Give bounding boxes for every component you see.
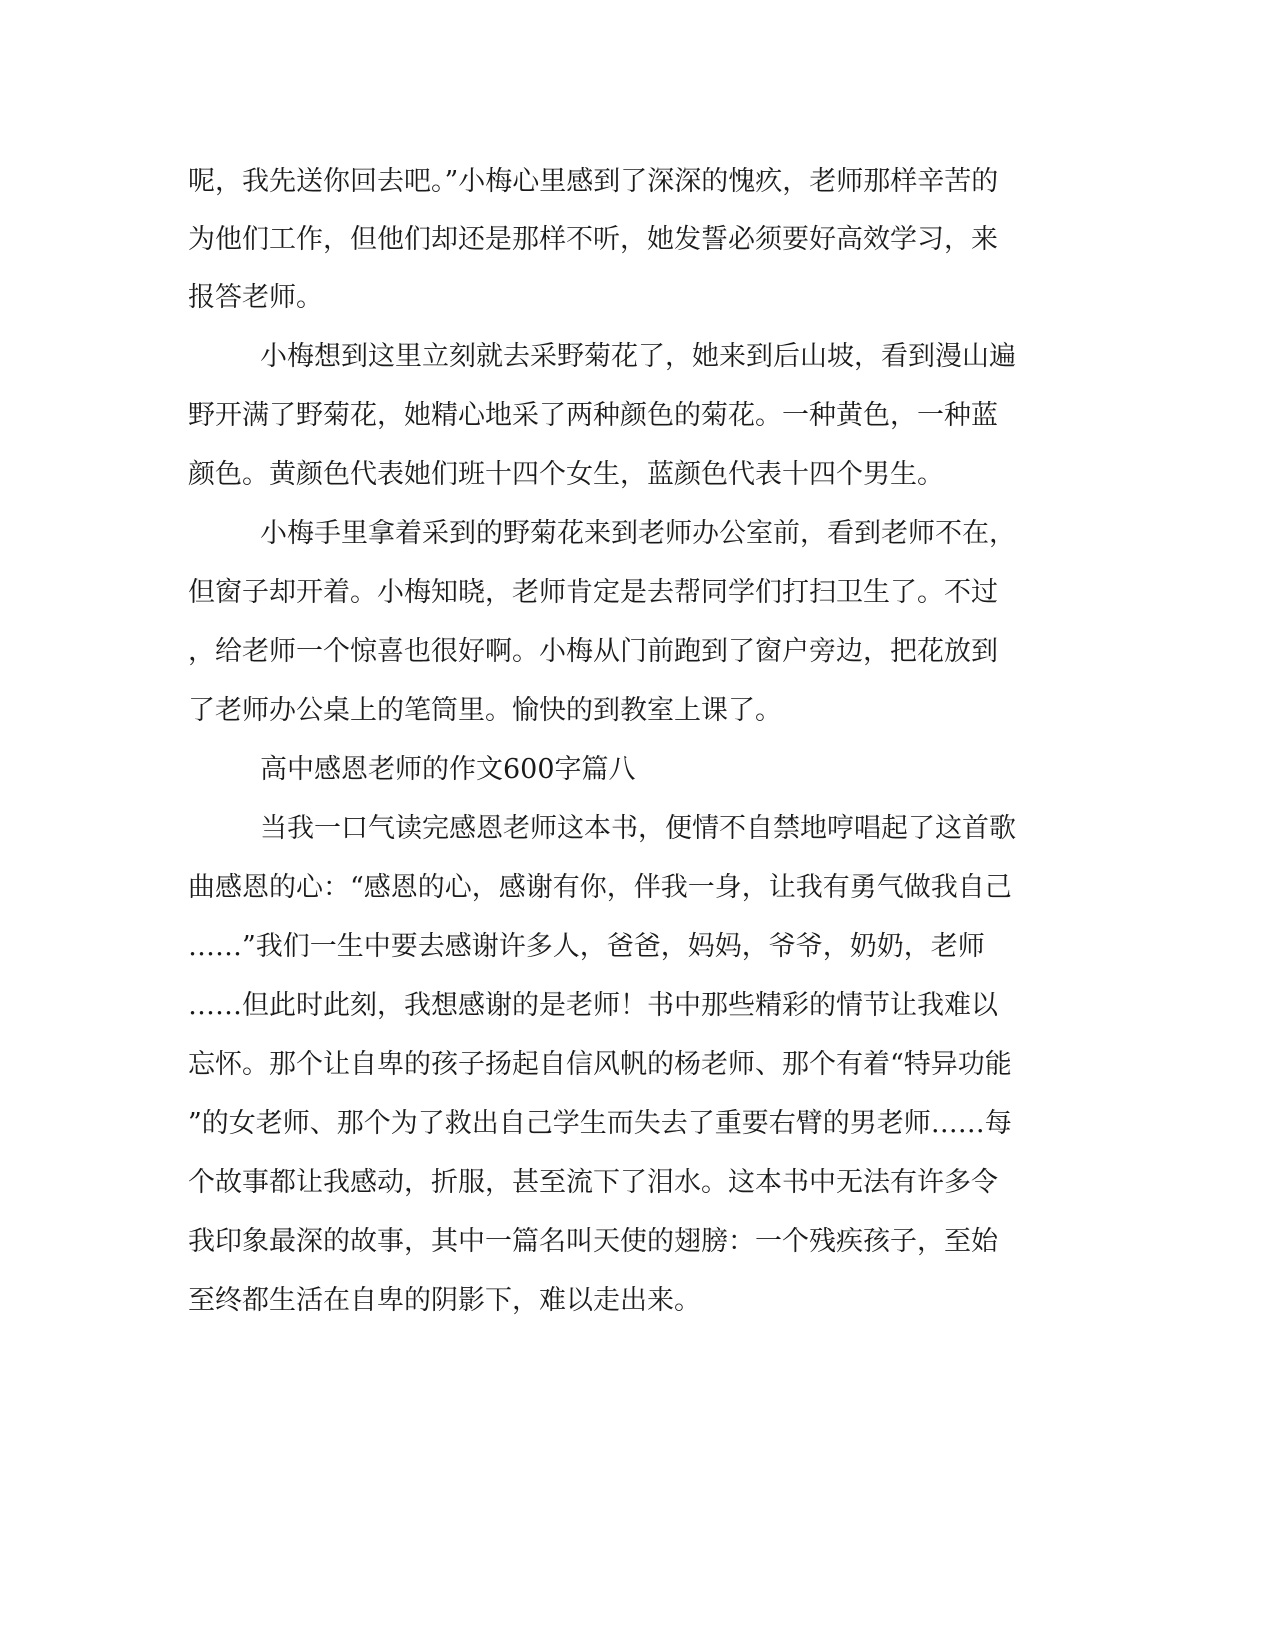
text-line: 至终都生活在自卑的阴影下，难以走出来。 (188, 1285, 701, 1316)
text-line: 颜色。黄颜色代表她们班十四个女生，蓝颜色代表十四个男生。 (188, 459, 944, 490)
text-line: 忘怀。那个让自卑的孩子扬起自信风帆的杨老师、那个有着“特异功能 (188, 1049, 1012, 1080)
section-heading: 高中感恩老师的作文600字篇八 (260, 754, 636, 785)
paragraph-first-line: 当我一口气读完感恩老师这本书，便情不自禁地哼唱起了这首歌 (260, 813, 1016, 844)
text-line: ”的女老师、那个为了救出自己学生而失去了重要右臂的男老师……每 (188, 1108, 1012, 1139)
paragraph-first-line: 小梅手里拿着采到的野菊花来到老师办公室前，看到老师不在， (260, 518, 1016, 549)
text-line: 报答老师。 (188, 282, 323, 313)
text-line: 呢，我先送你回去吧。”小梅心里感到了深深的愧疚，老师那样辛苦的 (188, 166, 999, 197)
text-line: 但窗子却开着。小梅知晓，老师肯定是去帮同学们打扫卫生了。不过 (188, 577, 998, 608)
text-line: 野开满了野菊花，她精心地采了两种颜色的菊花。一种黄色，一种蓝 (188, 400, 998, 431)
paragraph-first-line: 小梅想到这里立刻就去采野菊花了，她来到后山坡，看到漫山遍 (260, 341, 1016, 372)
text-line: 个故事都让我感动，折服，甚至流下了泪水。这本书中无法有许多令 (188, 1167, 998, 1198)
text-line: 我印象最深的故事，其中一篇名叫天使的翅膀：一个残疾孩子，至始 (188, 1226, 998, 1257)
text-line: ，给老师一个惊喜也很好啊。小梅从门前跑到了窗户旁边，把花放到 (188, 636, 998, 667)
text-line: ……但此时此刻，我想感谢的是老师！书中那些精彩的情节让我难以 (188, 990, 998, 1021)
text-line: 为他们工作，但他们却还是那样不听，她发誓必须要好高效学习，来 (188, 224, 998, 255)
text-line: 曲感恩的心：“感恩的心，感谢有你，伴我一身，让我有勇气做我自己 (188, 872, 1012, 903)
text-line: 了老师办公桌上的笔筒里。愉快的到教室上课了。 (188, 695, 782, 726)
text-line: ……”我们一生中要去感谢许多人，爸爸，妈妈，爷爷，奶奶，老师 (188, 931, 985, 962)
